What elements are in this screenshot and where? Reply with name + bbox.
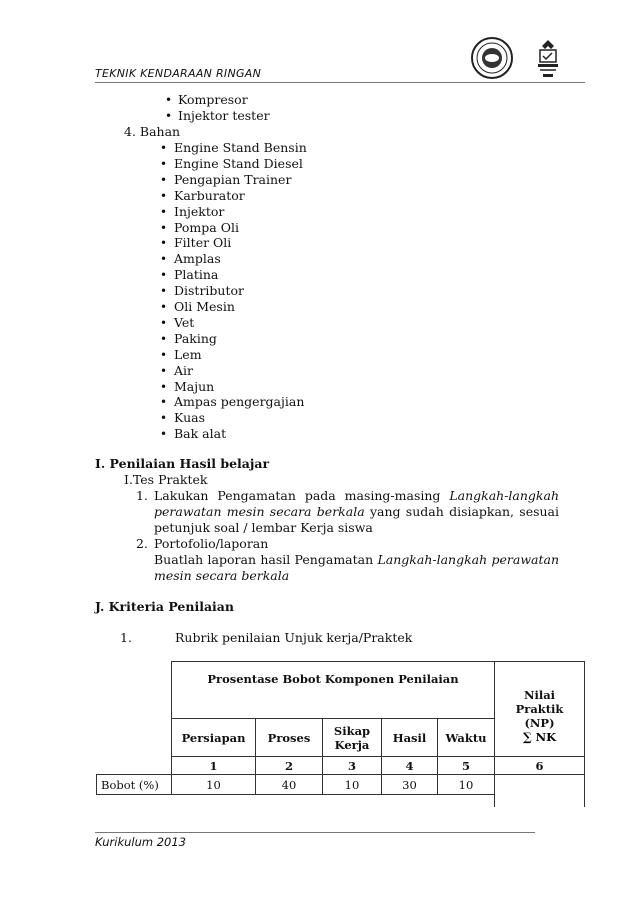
- instruction-text: yang sudah disiapkan, sesuai petunjuk soal / lembar Kerja siswa: [154, 504, 560, 535]
- bullet-icon: •: [160, 379, 168, 394]
- instruction-emphasis: Langkah-langkah perawatan mesin secara berkala: [154, 488, 559, 519]
- bullet-icon: •: [160, 347, 168, 362]
- instruction-text: Lakukan Pengamatan pada masing-masing: [154, 488, 450, 503]
- ukas-logo: [538, 40, 558, 77]
- bahan-item: Oli Mesin: [174, 299, 235, 314]
- rubric-title: Rubrik penilaian Unjuk kerja/Praktek: [175, 630, 413, 645]
- column-header: Persiapan: [172, 719, 256, 757]
- column-header: Proses: [256, 719, 323, 757]
- bullet-icon: •: [160, 411, 168, 426]
- bahan-item: Injektor: [174, 203, 225, 219]
- bullet-icon: •: [160, 268, 168, 283]
- rubric-table: [96, 661, 585, 807]
- column-number: 5: [438, 757, 495, 775]
- bullet-icon: •: [160, 220, 168, 235]
- bullet-icon: •: [160, 363, 168, 378]
- bahan-item: Ampas pengergajian: [174, 394, 305, 410]
- bahan-item: Platina: [174, 267, 219, 283]
- column-number: 1: [172, 757, 256, 775]
- section-i-heading: I. Penilaian Hasil belajar: [95, 456, 270, 471]
- tool-item: Injektor tester: [178, 108, 270, 123]
- svg-text:∑ NK: ∑ NK: [523, 730, 557, 744]
- page-header-title: TEKNIK KENDARAAN RINGAN: [95, 67, 262, 80]
- tool-item: Kompresor: [178, 92, 248, 107]
- bahan-item: Engine Stand Diesel: [174, 155, 303, 171]
- bullet-icon: •: [160, 141, 168, 155]
- bullet-icon: •: [160, 395, 168, 410]
- bullet-icon: •: [165, 109, 173, 123]
- weight-value: 10: [323, 775, 382, 795]
- weight-value: 30: [382, 775, 438, 795]
- bullet-icon: •: [160, 204, 168, 219]
- footer-text: Kurikulum 2013: [95, 835, 187, 849]
- iso-seal-logo: [472, 38, 512, 78]
- instruction-text: Buatlah laporan hasil Pengamatan: [154, 552, 378, 567]
- header-divider: [95, 82, 585, 83]
- section-j-heading: J. Kriteria Penilaian: [95, 599, 234, 614]
- instruction-item-1: [154, 488, 559, 536]
- bullet-icon: •: [160, 300, 168, 314]
- bahan-item: Filter Oli: [174, 235, 232, 251]
- bullet-icon: •: [160, 284, 168, 299]
- bahan-item: Lem: [174, 346, 202, 362]
- bahan-item: Amplas: [174, 251, 221, 267]
- column-header: Sikap Kerja: [323, 719, 382, 757]
- weight-value: 10: [172, 775, 256, 795]
- bullet-icon: •: [160, 315, 168, 330]
- item-number: 1.: [136, 488, 148, 503]
- bahan-item: Bak alat: [174, 426, 227, 442]
- bahan-item: Karburator: [174, 187, 245, 203]
- section-i-subheading: I.Tes Praktek: [124, 472, 208, 487]
- weight-value: 10: [438, 775, 495, 795]
- bahan-item: Kuas: [174, 410, 205, 426]
- column-number: 2: [256, 757, 323, 775]
- row-label: Bobot (%): [97, 775, 172, 795]
- portfolio-instruction: [154, 552, 559, 584]
- bahan-item: Paking: [174, 330, 217, 346]
- bahan-item: Engine Stand Bensin: [174, 140, 307, 155]
- bullet-icon: •: [160, 236, 168, 251]
- item-number: 1.: [120, 630, 132, 645]
- certification-logos: [470, 36, 585, 80]
- bullet-icon: •: [165, 93, 173, 107]
- weight-value: 40: [256, 775, 323, 795]
- instruction-emphasis: Langkah-langkah perawatan mesin secara berkala: [154, 552, 560, 583]
- bullet-icon: •: [160, 188, 168, 203]
- bullet-icon: •: [160, 156, 168, 171]
- bullet-icon: •: [160, 427, 168, 442]
- bullet-icon: •: [160, 331, 168, 346]
- nk-header: [523, 730, 557, 744]
- bahan-item: Pompa Oli: [174, 219, 239, 235]
- bullet-icon: •: [160, 172, 168, 187]
- bullet-icon: •: [160, 252, 168, 267]
- column-number: 4: [382, 757, 438, 775]
- bahan-item: Pengapian Trainer: [174, 171, 292, 187]
- bahan-item: Vet: [174, 314, 195, 330]
- bahan-item: Distributor: [174, 283, 245, 299]
- column-header: Hasil: [382, 719, 438, 757]
- column-number: 6: [495, 757, 585, 775]
- group-header: Prosentase Bobot Komponen Penilaian: [172, 662, 495, 719]
- bahan-item: Air: [174, 362, 194, 378]
- np-header: Nilai Praktik (NP): [495, 662, 585, 757]
- portfolio-title: Portofolio/laporan: [154, 536, 269, 551]
- nk-cell: [495, 775, 585, 807]
- bahan-heading: 4. Bahan: [124, 124, 181, 139]
- footer-divider: [95, 832, 535, 833]
- column-header: Waktu: [438, 719, 495, 757]
- item-number: 2.: [136, 536, 148, 551]
- column-number: 3: [323, 757, 382, 775]
- bahan-item: Majun: [174, 378, 215, 394]
